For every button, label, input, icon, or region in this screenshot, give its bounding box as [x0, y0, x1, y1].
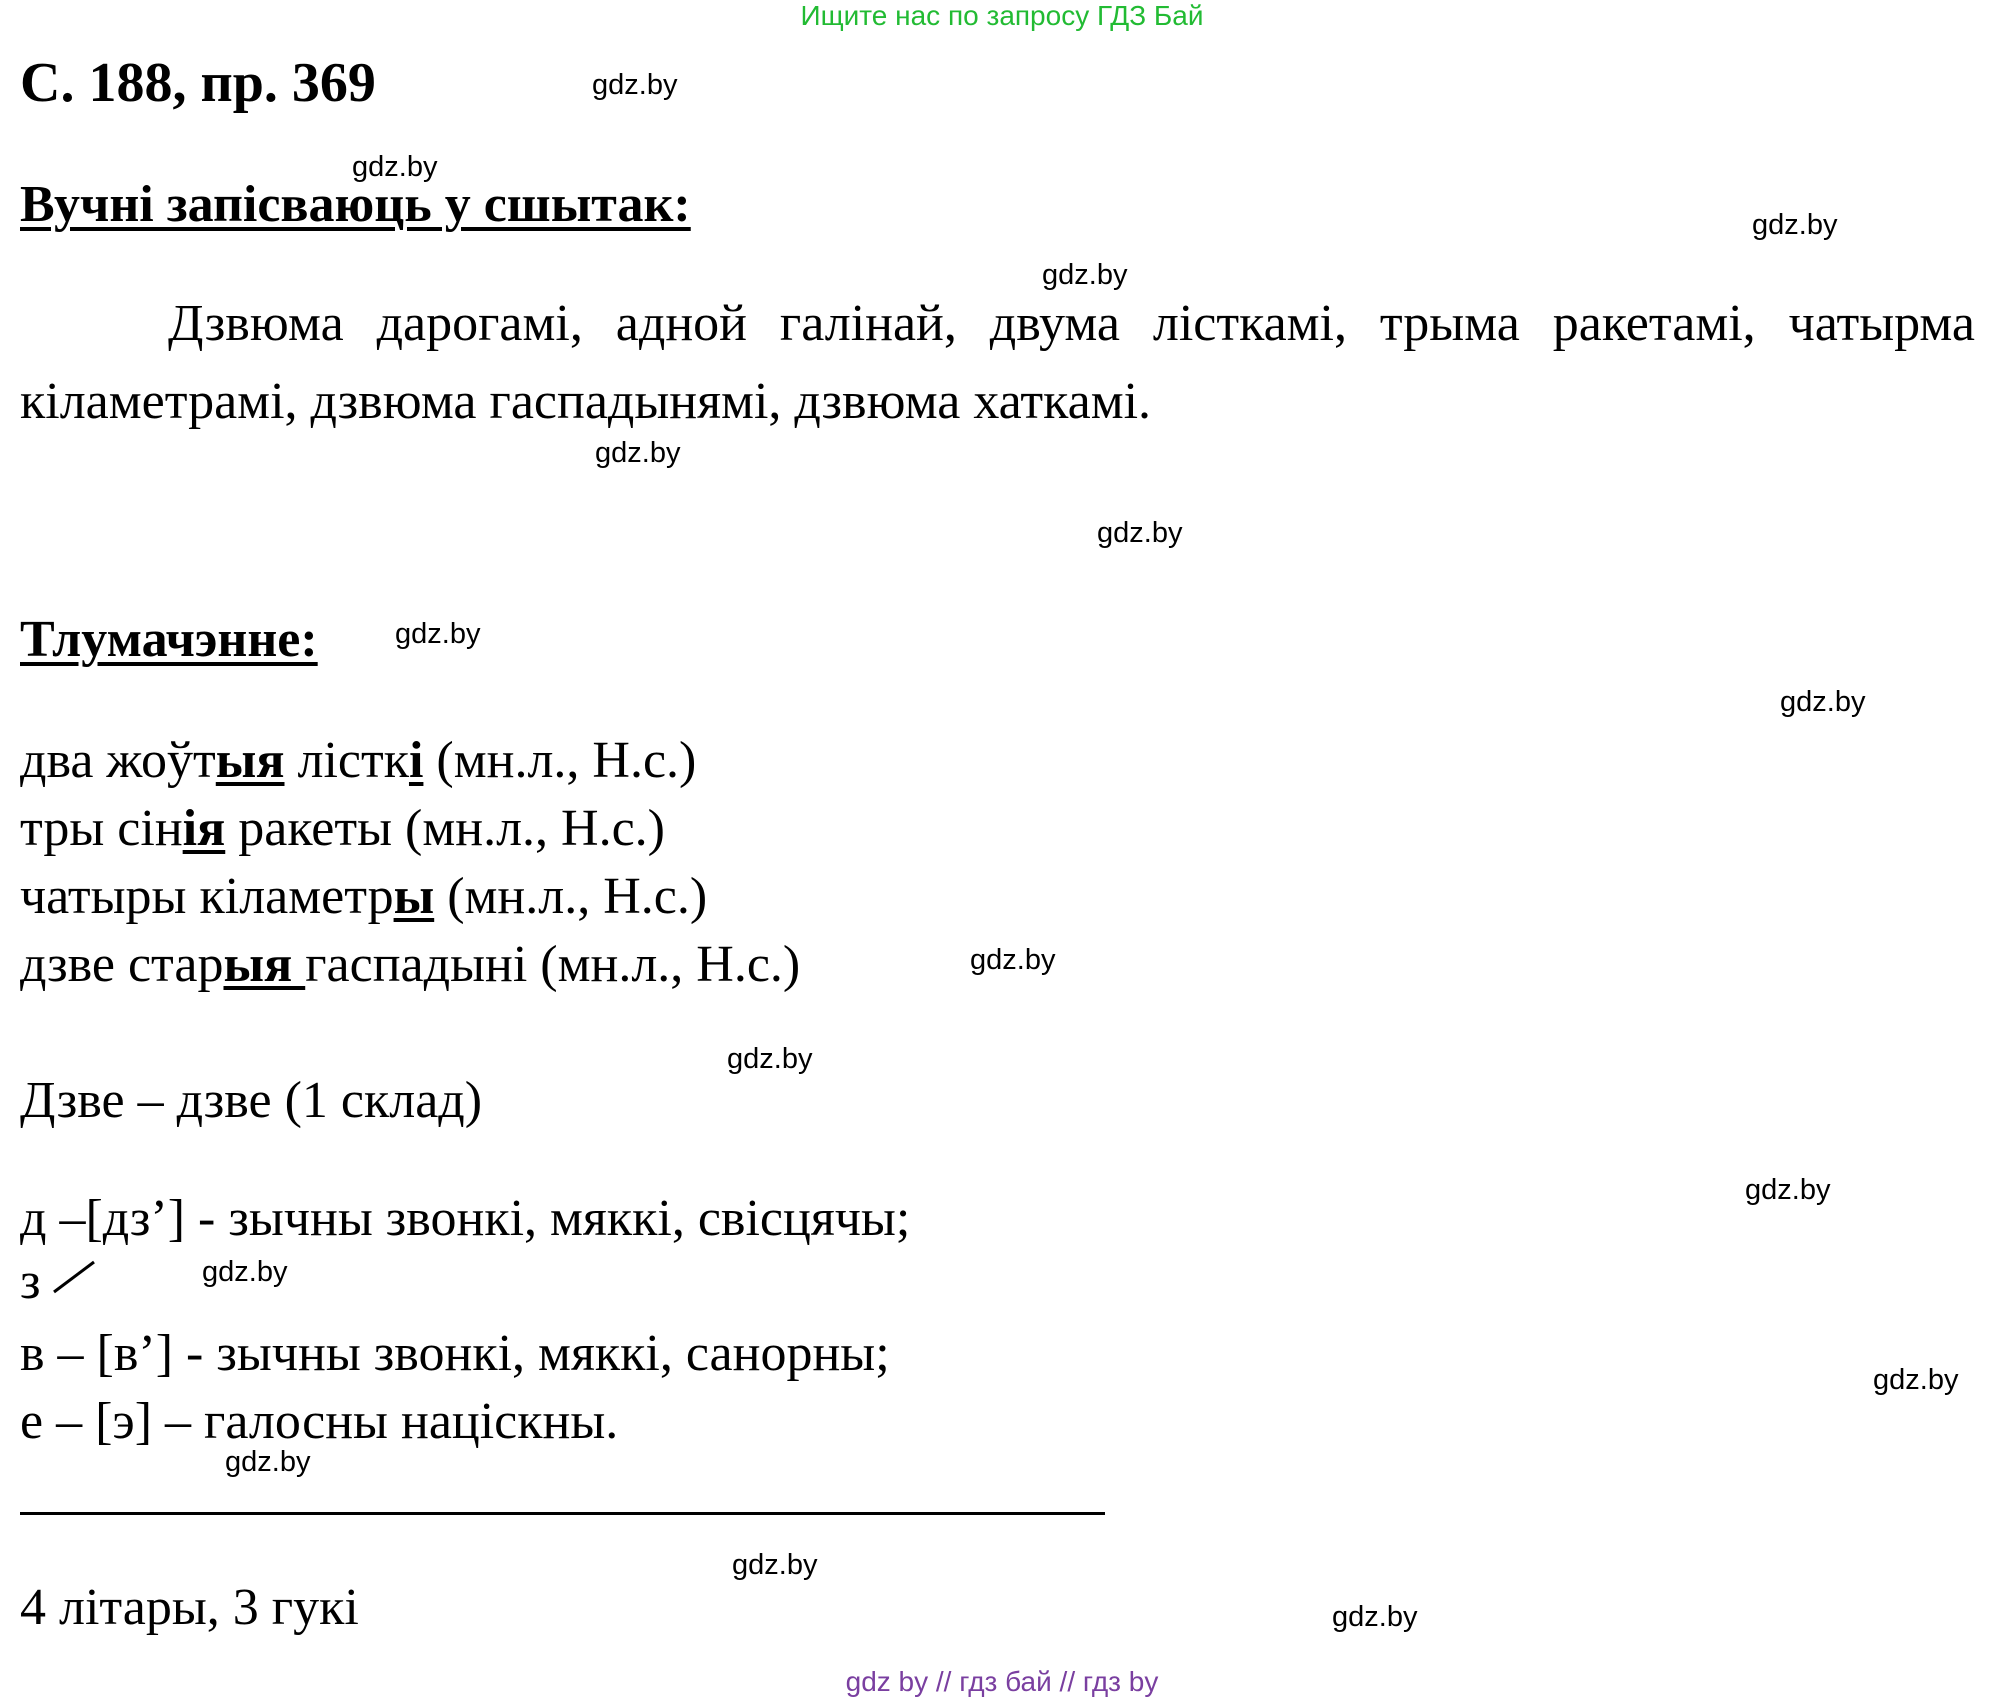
syllables-line: Дзве – дзве (1 склад)	[20, 1072, 483, 1129]
ending-highlight: ы	[393, 868, 435, 925]
watermark: gdz.by	[1873, 1364, 1959, 1396]
section-heading-notebook: Вучні запісваюць у сшытак:	[20, 176, 691, 233]
ending-highlight: ыя	[223, 936, 306, 993]
explanation-line	[20, 931, 800, 999]
grammar-note: (мн.л., Н.с.)	[423, 732, 697, 789]
grammar-note: (мн.л., Н.с.)	[434, 868, 708, 925]
phrase-stem: дзве стар	[20, 936, 224, 993]
watermark: gdz.by	[732, 1549, 818, 1581]
top-banner: Ищите нас по запросу ГДЗ Бай	[800, 0, 1204, 31]
watermark: gdz.by	[352, 151, 438, 183]
phrase-stem: два жоўт	[20, 732, 216, 789]
watermark: gdz.by	[1780, 686, 1866, 718]
watermark: gdz.by	[1745, 1174, 1831, 1206]
main-paragraph: Дзвюма дарогамі, адной галінай, двума лісткамі, трыма ракетамі, чатырма кіламетрамі, дзвюма гаспадынямі, дзвюма хаткамі.	[20, 295, 1975, 430]
watermark: gdz.by	[202, 1256, 288, 1288]
phrase-stem: лістк	[284, 732, 409, 789]
digraph-slash-icon	[50, 1258, 98, 1296]
watermark: gdz.by	[727, 1043, 813, 1075]
divider-line	[20, 1512, 1105, 1515]
phonetic-line-e: е – [э] – галосны націскны.	[20, 1393, 619, 1450]
ending-highlight: ія	[182, 800, 226, 857]
phonetic-line-d: д –[дз’] - зычны звонкі, мяккі, свісцячы;	[20, 1190, 911, 1247]
phonetic-line-v: в – [в’] - зычны звонкі, мяккі, санорны;	[20, 1325, 890, 1382]
ending-highlight: ыя	[215, 732, 285, 789]
explanation-line	[20, 795, 665, 863]
watermark: gdz.by	[1042, 259, 1128, 291]
watermark: gdz.by	[1332, 1601, 1418, 1633]
page-reference: С. 188, пр. 369	[20, 52, 376, 114]
phonetic-letter-z: з	[20, 1253, 41, 1310]
footer-watermark: gdz by // гдз бай // гдз by	[845, 1666, 1159, 1697]
watermark: gdz.by	[1752, 209, 1838, 241]
phrase-stem: тры сін	[20, 800, 183, 857]
explanation-line	[20, 727, 696, 795]
grammar-note: ракеты (мн.л., Н.с.)	[225, 800, 665, 857]
watermark: gdz.by	[225, 1446, 311, 1478]
watermark: gdz.by	[1097, 517, 1183, 549]
explanation-line	[20, 863, 707, 931]
watermark: gdz.by	[595, 437, 681, 469]
watermark: gdz.by	[395, 618, 481, 650]
watermark: gdz.by	[592, 69, 678, 101]
ending-highlight: і	[408, 732, 424, 789]
section-heading-explanation: Тлумачэнне:	[20, 611, 318, 668]
phrase-stem: чатыры кіламетр	[20, 868, 394, 925]
result-line: 4 літары, 3 гукі	[20, 1579, 359, 1636]
watermark: gdz.by	[970, 944, 1056, 976]
grammar-note: гаспадыні (мн.л., Н.с.)	[305, 936, 801, 993]
